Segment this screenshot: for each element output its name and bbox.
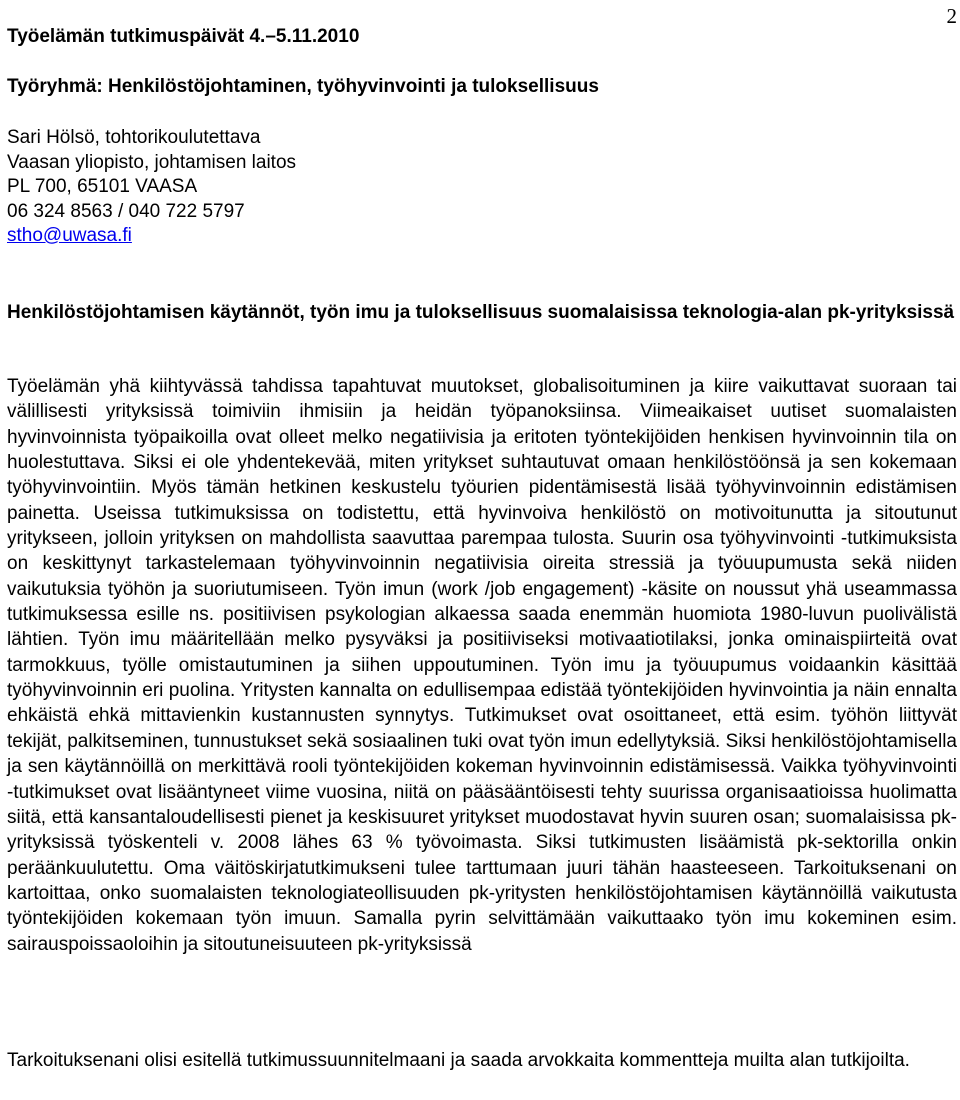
abstract-paragraph: Työelämän yhä kiihtyvässä tahdissa tapahtuvat muutokset, globalisoituminen ja kiire vaikuttavat suoraan tai välillisesti yrityksissä toimiviin ihmisiin ja heidän työpanoksiinsa. Viimeaikaiset uutiset suomalaisten hyvinvoinnista työpaikoilla ovat olleet melko negatiivisia ja eritoten työntekijöiden henkisen hyvinvoinnin tila on huolestuttava. Siksi ei ole yhdentekevää, miten yritykset suhtautuvat omaan henkilöstöönsä ja sen kokemaan työhyvinvointiin. Myös tämän hetkinen keskustelu työurien pidentämisestä lisää työhyvinvoinnin edistämisen painetta. Useissa tutkimuksissa on todistettu, että hyvinvoiva henkilöstö on motivoitunutta ja sitoutunut yritykseen, jolloin yrityksen on mahdollista saavuttaa parempaa tulosta. Suurin osa työhyvinvointi -tutkimuksista on keskittynyt tarkastelemaan työhyvinvoinnin negatiivisia oireita stressiä ja työuupumusta sekä niiden vaikutuksia työhön ja suoriutumiseen. Työn imun (work /job engagement) -käsite on noussut yhä useammassa tutkimuksessa esille ns. positiivisen psykologian alkaessa saada enemmän huomiota 1980-luvun puolivälistä lähtien. Työn imu määritellään melko pysyväksi ja positiiviseksi motivaatiotilaksi, jonka ominaispiirteitä ovat tarmokkuus, työlle omistautuminen ja siihen uppoutuminen. Työn imu ja työuupumus voidaankin käsittää työhyvinvoinnin eri puolina. Yritysten kannalta on edullisempaa edistää työntekijöiden hyvinvointia ja näin ennalta ehkäistä ehkä mittavienkin kustannusten synnytys. Tutkimukset ovat osoittaneet, että esim. työhön liittyvät tekijät, palkitseminen, tunnustukset sekä sosiaalinen tuki ovat työn imun edellytyksiä. Siksi henkilöstöjohtamisella ja sen käytännöillä on merkittävä rooli työntekijöiden kokeman hyvinvoinnin edistämisessä. Vaikka työhyvinvointi -tutkimukset ovat lisääntyneet viime vuosina, niitä on pääsääntöisesti tehty suurissa organisaatioissa huolimatta siitä, että kansantaloudellisesti pienet ja keskisuuret yritykset muodostavat hyvin suuren osan; suomalaisissa pk-yrityksissä työskenteli v. 2008 lähes 63 % työvoimasta. Siksi tutkimusten lisäämistä pk-sektorilla onkin peräänkuulutettu. Oma väitöskirjatutkimukseni tulee tarttumaan juuri tähän haasteeseen. Tarkoituksenani on kartoittaa, onko suomalaisten teknologiateollisuuden pk-yritysten henkilöstöjohtamisen käytännöillä vaikutusta työntekijöiden kokemaan työn imuun. Samalla pyrin selvittämään vaikuttaako työn imu kokeminen esim. sairauspoissaoloihin ja sitoutuneisuuteen pk-yrityksissä — [7, 376, 957, 955]
author-address: PL 700, 65101 VAASA — [7, 176, 198, 197]
author-affiliation: Vaasan yliopisto, johtamisen laitos — [7, 151, 297, 173]
author-phone: 06 324 8563 / 040 722 5797 — [7, 200, 245, 222]
author-name: Sari Hölsö, tohtorikoulutettava — [7, 127, 261, 148]
page-number: 2 — [946, 4, 957, 28]
closing-paragraph: Tarkoituksenani olisi esitellä tutkimussuunnitelmaani ja saada arvokkaita kommentteja muilta alan tutkijoilta. — [7, 1050, 910, 1071]
workgroup-title: Työryhmä: Henkilöstöjohtaminen, työhyvinvointi ja tuloksellisuus — [7, 76, 599, 97]
author-block — [7, 126, 296, 249]
article-title: Henkilöstöjohtamisen käytännöt, työn imu ja tuloksellisuus suomalaisissa teknologia-alan pk-yrityksissä — [7, 302, 955, 323]
conference-title: Työelämän tutkimuspäivät 4.–5.11.2010 — [7, 26, 360, 47]
author-email-link[interactable]: stho@uwasa.fi — [7, 225, 132, 246]
